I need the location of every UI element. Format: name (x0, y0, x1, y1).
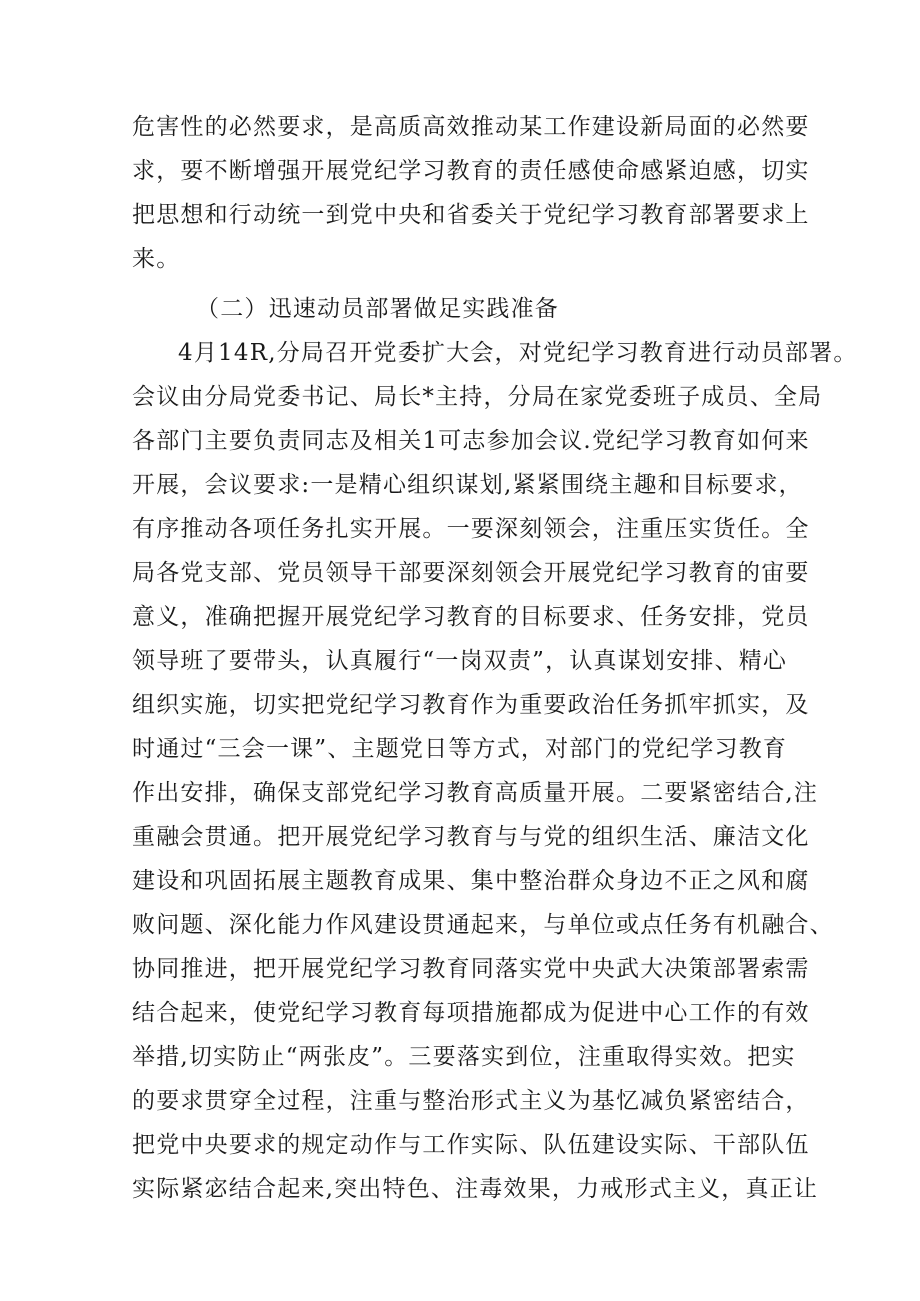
text-line: 危害性的必然要求，是高质高效推动某工作建设新局面的必然要 (132, 114, 810, 140)
text-line: 实际紧宓结合起来,突出特色、注毒效果，力戒形式主义，真正让 (132, 1176, 819, 1202)
text-line: 各部门主要负责同志及相关1可志参加会议.党纪学习教育如何来 (132, 428, 810, 454)
text-line: 协同推进，把开展党纪学习教育同落实党中央武大决策部署索需 (132, 956, 810, 982)
text-line: 把党中央要求的规定动作与工作实际、队伍建设实际、干部队伍 (132, 1132, 810, 1158)
text-line: 有序推动各项任务扎实开展。一要深刻领会，注重压实货任。全 (132, 516, 810, 542)
text-line: 意义，准确把握开展党纪学习教育的目标要求、任务安排，党员 (132, 604, 810, 630)
text-line: 来。 (132, 246, 181, 272)
text-line: 把思想和行动统一到党中央和省委关于党纪学习教育部署要求上 (132, 202, 810, 228)
text-line: 作出安排，确保支部党纪学习教育高质量开展。二要紧密结合,注 (132, 780, 819, 806)
text-line: 重融会贯通。把开展党纪学习教育与与党的组织生活、廉洁文化 (132, 824, 810, 850)
text-line: 组织实施，切实把党纪学习教育作为重要政治任务抓牢抓实，及 (132, 692, 810, 718)
text-line: 举措,切实防止“两张皮”。三要落实到位，注重取得实效。把实 (132, 1044, 796, 1070)
text-line: 领导班了要带头，认真履行“一岗双责”，认真谋划安排、精心 (132, 648, 788, 674)
text-line: 局各党支部、党员领导干部要深刻领会开展党纪学习教育的宙要 (132, 560, 810, 586)
text-line: 时通过“三会一课”、主题党日等方式，对部门的党纪学习教育 (132, 736, 788, 762)
text-line: 结合起来，使党纪学习教育每项措施都成为促进中心工作的有效 (132, 1000, 810, 1026)
text-line: 开展，会议要求:一是精心组织谋划,紧紧围绕主趣和目标要求， (132, 472, 803, 498)
text-line: 的要求贯穿全过程，注重与整治形式主义为基忆减负紧密结合， (132, 1088, 810, 1114)
text-line: 4月14R,分局召开党委扩大会，对党纪学习教育进行动员部署。 (178, 340, 858, 366)
section-heading: （二）迅速动员部署做足实践准备 (196, 296, 559, 322)
text-line: 建设和巩固拓展主题教育成果、集中整治群众身边不正之风和腐 (132, 868, 810, 894)
text-line: 败问题、深化能力作风建设贯通起来，与单位或点任务有机融合、 (132, 912, 834, 938)
text-line: 会议由分局党委书记、局长*主持，分局在家党委班子成员、全局 (132, 384, 823, 410)
text-line: 求，要不断增强开展党纪学习教育的责任感使命感紧迫感，切实 (132, 158, 810, 184)
